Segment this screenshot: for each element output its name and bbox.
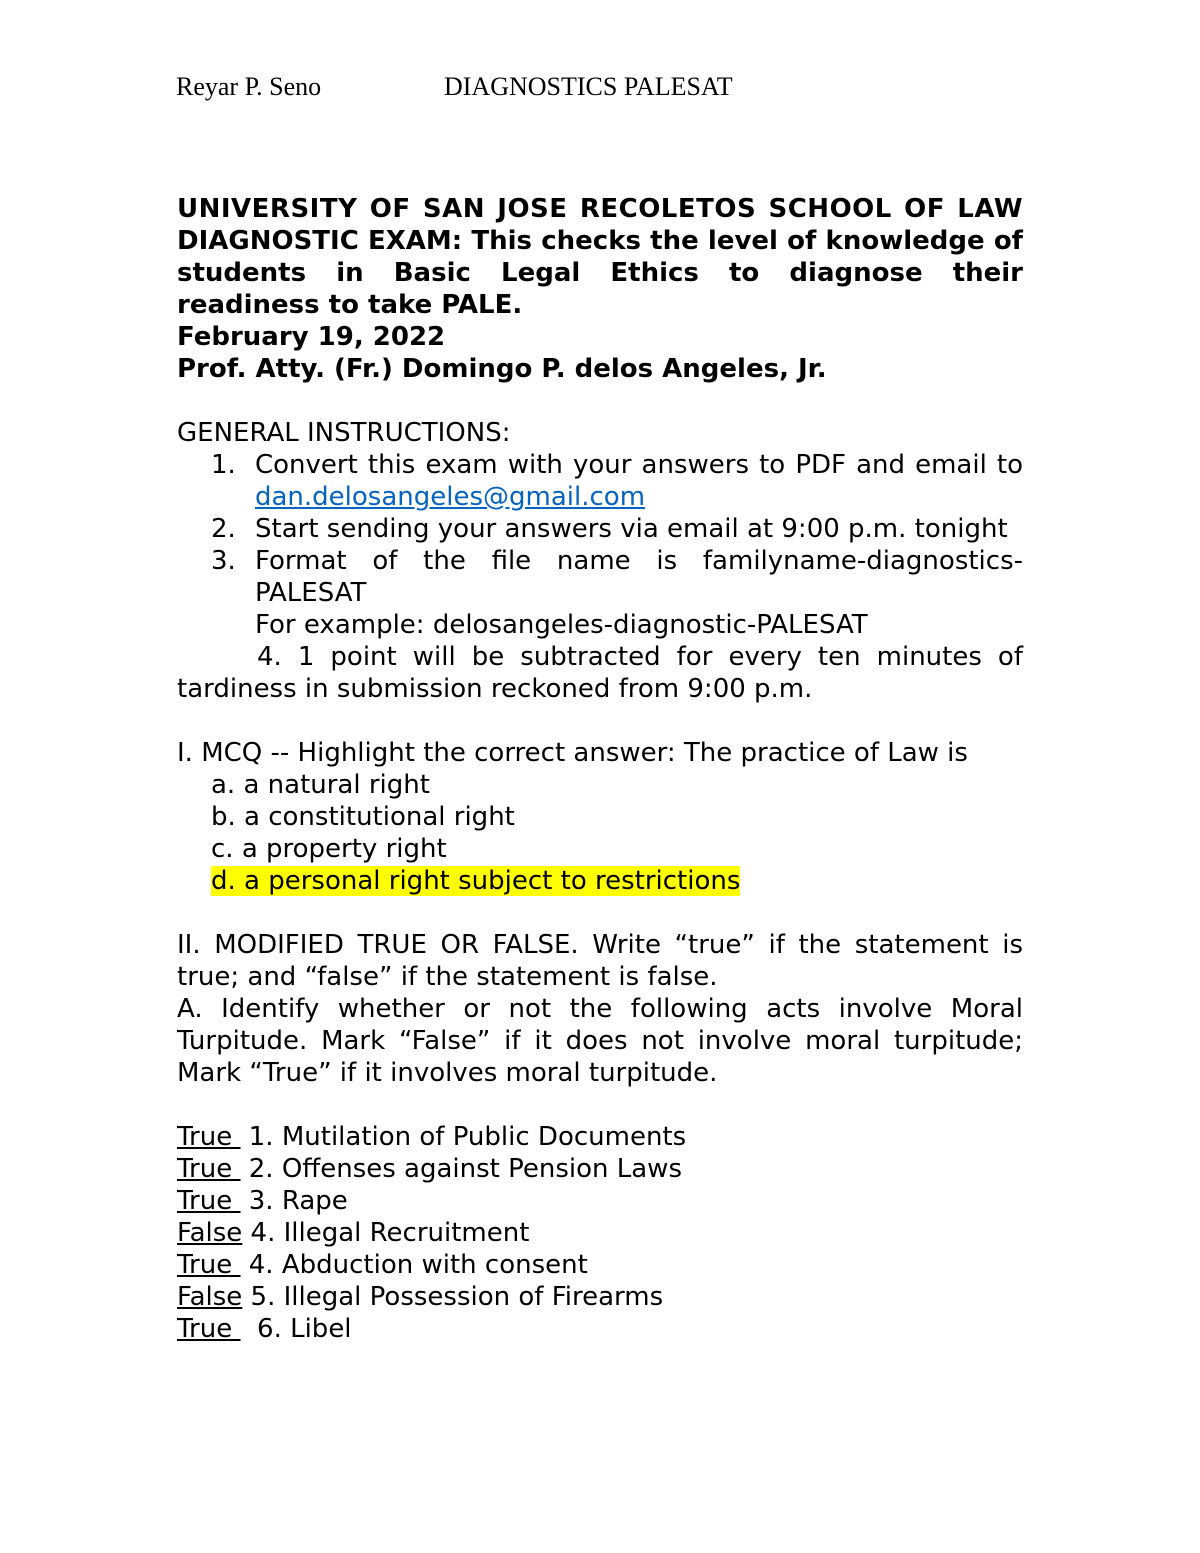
instruction-item-1-number: 1. xyxy=(211,450,236,480)
instruction-item-2 xyxy=(177,513,1023,545)
tf-text-2: 2. Offenses against Pension Laws xyxy=(240,1154,682,1184)
instruction-item-2-text: Start sending your answers via email at 9:00 p.m. tonight xyxy=(255,514,1008,544)
mcq-option-b: b. a constitutional right xyxy=(211,802,515,832)
tf-item-6 xyxy=(177,1281,1023,1313)
mcq-question: I. MCQ -- Highlight the correct answer: The practice of Law is xyxy=(177,738,968,768)
instruction-item-3-text: Format of the file name is familyname-diagnostics-PALESAT xyxy=(255,546,1023,608)
tf-item-3 xyxy=(177,1185,1023,1217)
tf-answer-1: True xyxy=(177,1122,241,1152)
instruction-item-4: 4. 1 point will be subtracted for every ten minutes of tardiness in submission reckoned from 9:00 p.m. xyxy=(177,642,1023,704)
email-link[interactable]: dan.delosangeles@gmail.com xyxy=(255,482,646,512)
mcq-option-d-highlighted: d. a personal right subject to restrictions xyxy=(211,866,741,896)
tf-text-1: 1. Mutilation of Public Documents xyxy=(240,1122,687,1152)
instruction-item-1-body xyxy=(255,449,1023,513)
tf-answer-7: True xyxy=(177,1314,241,1344)
instruction-item-3-number: 3. xyxy=(211,546,236,576)
header-doc-title: DIAGNOSTICS PALESAT xyxy=(444,72,733,101)
exam-date: February 19, 2022 xyxy=(177,322,446,352)
true-false-items xyxy=(177,1121,1023,1345)
tf-text-7: 6. Libel xyxy=(240,1314,352,1344)
tf-text-4: 4. Illegal Recruitment xyxy=(242,1218,530,1248)
university-name-text: UNIVERSITY OF SAN JOSE RECOLETOS SCHOOL OF LAW xyxy=(177,194,1023,224)
tf-answer-5: True xyxy=(177,1250,241,1280)
tf-answer-6: False xyxy=(177,1282,243,1312)
instruction-item-3-example: For example: delosangeles-diagnostic-PALESAT xyxy=(255,610,868,640)
document-body xyxy=(177,193,1023,1345)
tf-answer-2: True xyxy=(177,1154,241,1184)
title-block xyxy=(177,193,1023,385)
header-author: Reyar P. Seno xyxy=(176,72,322,101)
instruction-item-1-text: Convert this exam with your answers to PDF and email to xyxy=(255,450,1023,480)
instruction-item-3 xyxy=(177,545,1023,609)
true-false-instruction-a: A. Identify whether or not the following acts involve Moral Turpitude. Mark “False” if it does not involve moral turpitude; Mark “True” if it involves moral turpitude. xyxy=(177,994,1023,1088)
exam-description: DIAGNOSTIC EXAM: This checks the level of knowledge of students in Basic Legal Ethics to diagnose their readiness to take PALE. xyxy=(177,226,1023,320)
professor-name: Prof. Atty. (Fr.) Domingo P. delos Angeles, Jr. xyxy=(177,354,827,384)
tf-item-2 xyxy=(177,1153,1023,1185)
university-name xyxy=(177,193,1023,225)
tf-item-1 xyxy=(177,1121,1023,1153)
true-false-heading: II. MODIFIED TRUE OR FALSE. Write “true” if the statement is true; and “false” if the statement is false. xyxy=(177,930,1023,992)
tf-item-4 xyxy=(177,1217,1023,1249)
instruction-item-2-number: 2. xyxy=(211,514,236,544)
tf-text-6: 5. Illegal Possession of Firearms xyxy=(242,1282,664,1312)
tf-text-3: 3. Rape xyxy=(240,1186,348,1216)
mcq-option-a: a. a natural right xyxy=(211,770,430,800)
instructions-heading: GENERAL INSTRUCTIONS: xyxy=(177,418,511,448)
tf-answer-4: False xyxy=(177,1218,243,1248)
tf-item-5 xyxy=(177,1249,1023,1281)
mcq-options xyxy=(177,769,1023,897)
instruction-item-1 xyxy=(177,449,1023,513)
tf-text-5: 4. Abduction with consent xyxy=(240,1250,588,1280)
page-header xyxy=(176,72,1076,108)
tf-item-7 xyxy=(177,1313,1023,1345)
mcq-option-d xyxy=(211,865,1023,897)
tf-answer-3: True xyxy=(177,1186,241,1216)
mcq-option-c: c. a property right xyxy=(211,834,447,864)
